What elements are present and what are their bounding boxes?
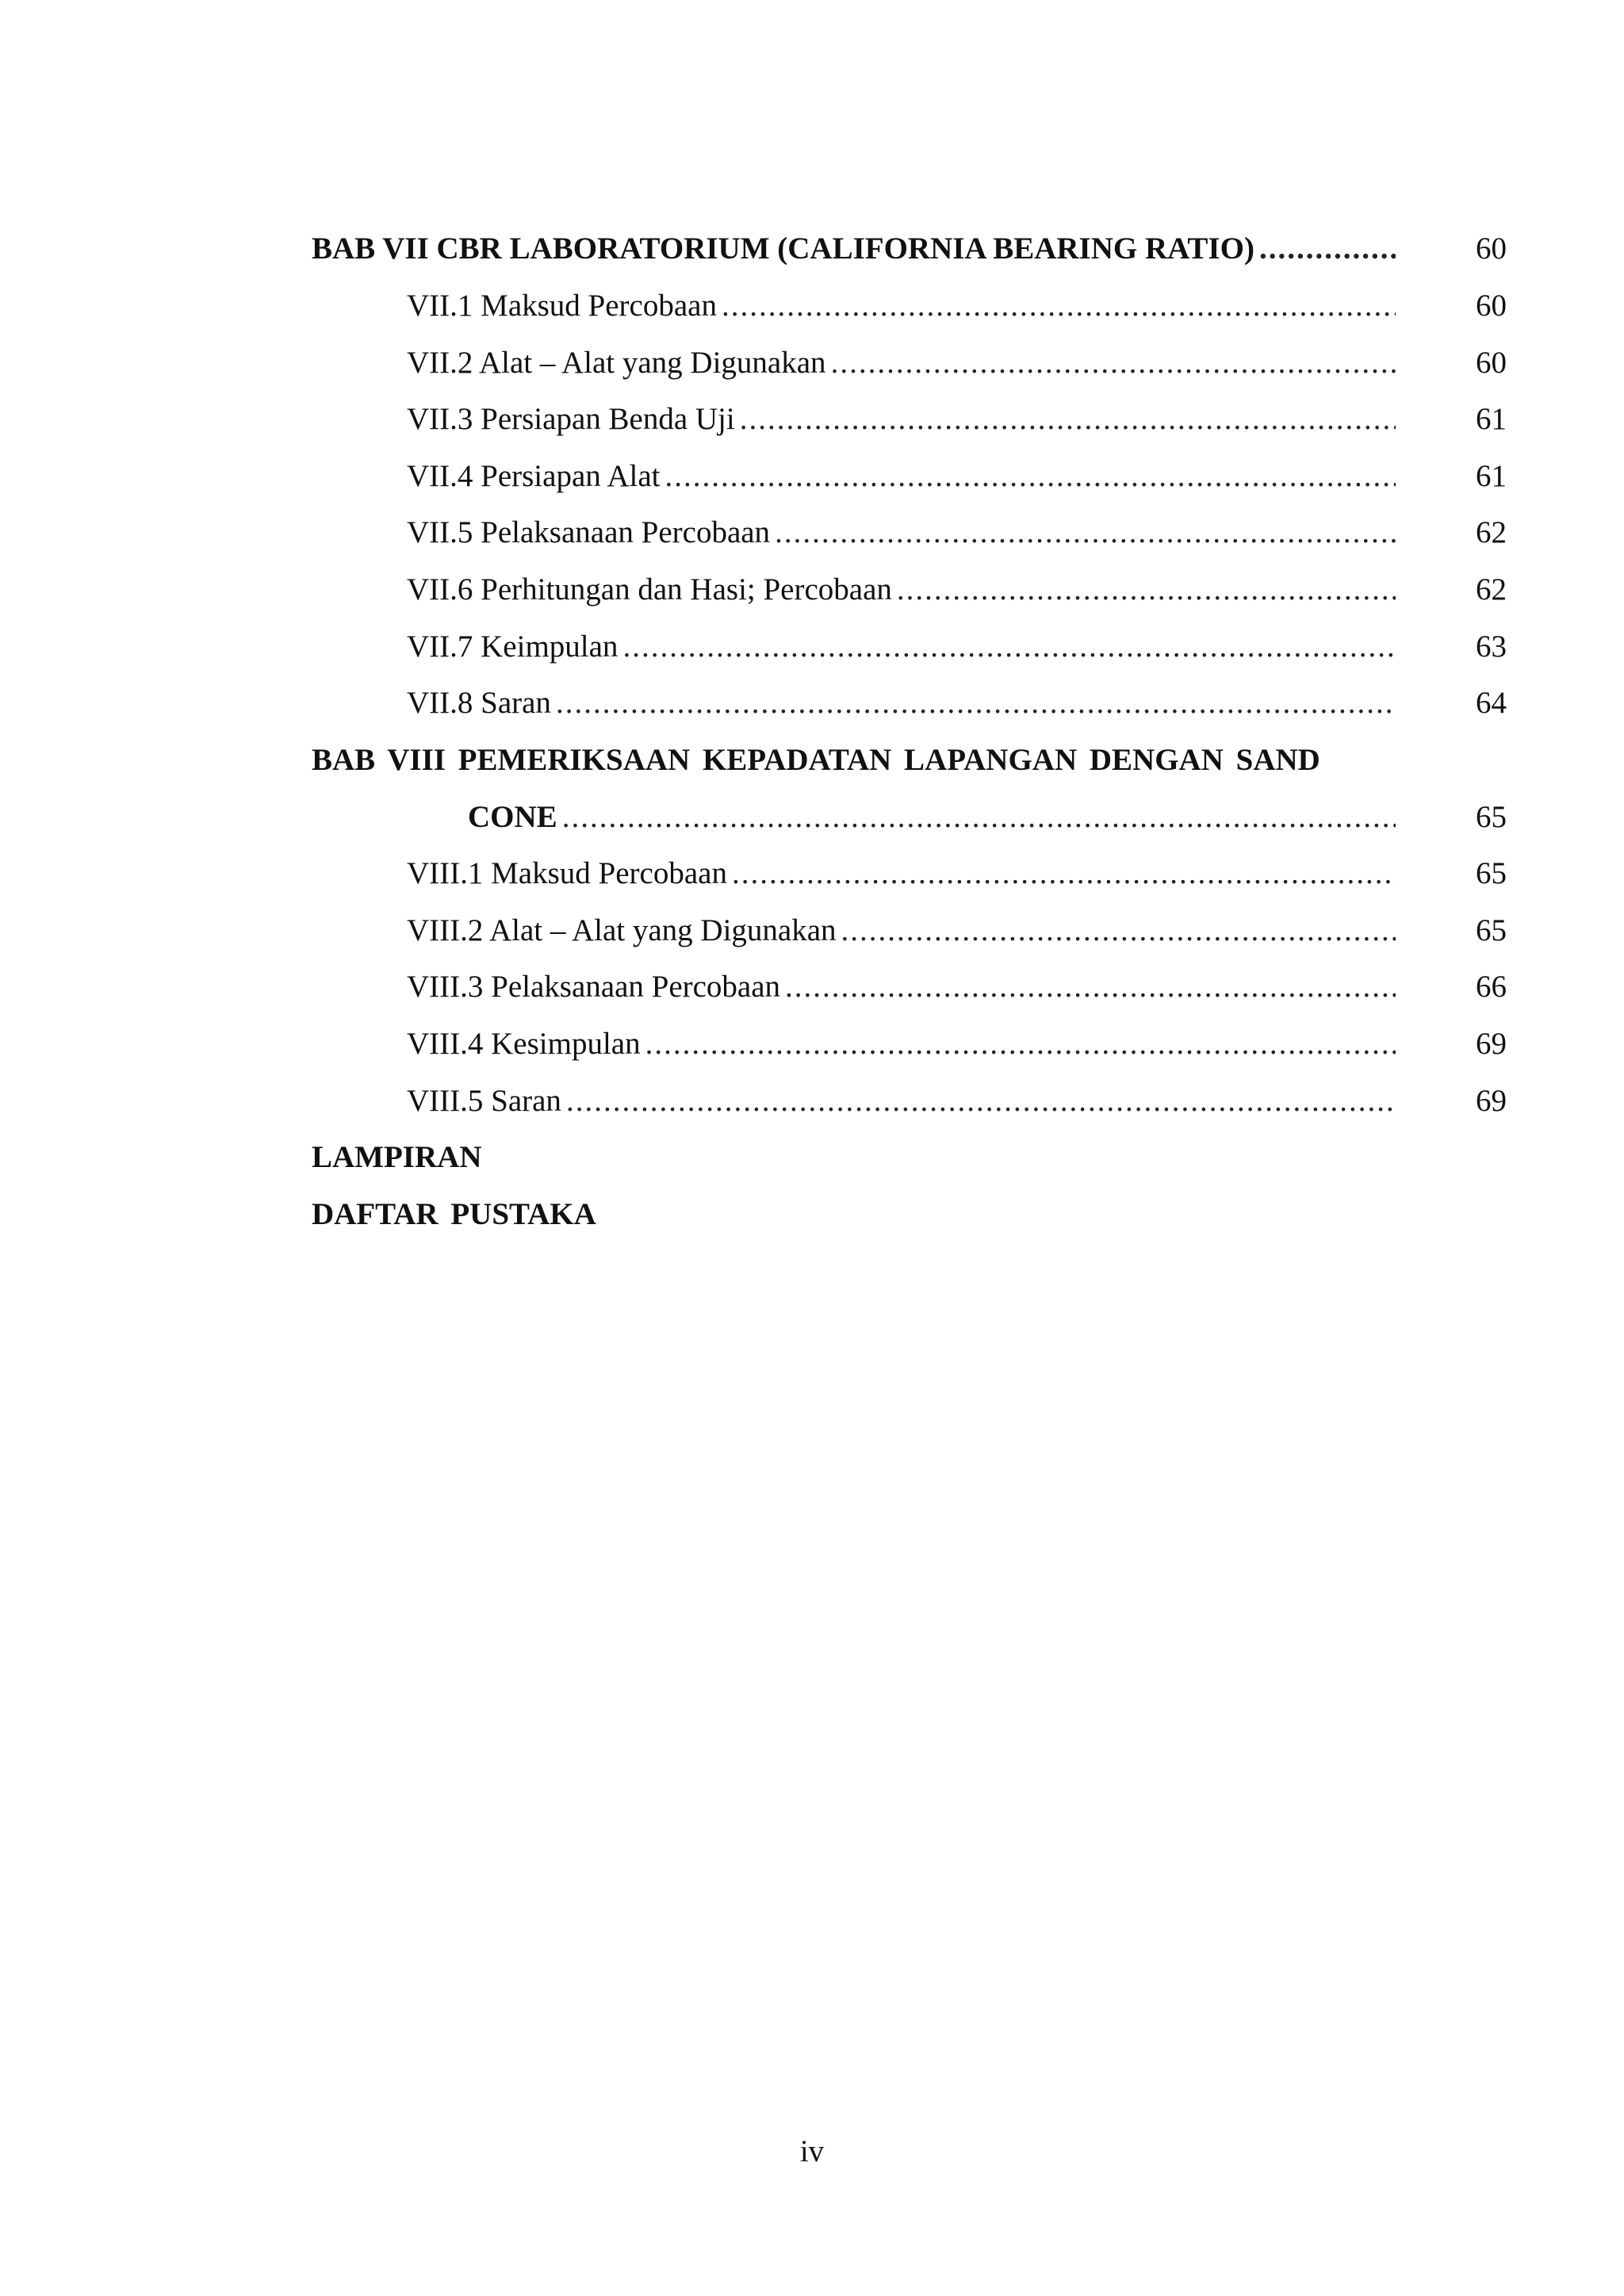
- dot-leader: [665, 457, 1396, 496]
- toc-entry-label: VIII.1 Maksud Percobaan: [407, 855, 732, 893]
- dot-leader: [1259, 230, 1396, 268]
- toc-entry-bab-vii[interactable]: [312, 230, 1396, 268]
- toc-entry-bab-viii[interactable]: BAB VIII PEMERIKSAAN KEPADATAN LAPANGAN DENGAN SAND: [312, 743, 1320, 777]
- toc-entry-viii-4[interactable]: [407, 1025, 1396, 1063]
- dot-leader: [740, 400, 1396, 438]
- toc-entry-vii-1[interactable]: [407, 287, 1396, 325]
- toc-page-number: 62: [1476, 515, 1507, 549]
- toc-page-number: 65: [1476, 856, 1507, 890]
- dot-leader: [785, 968, 1396, 1006]
- toc-entry-label: VII.4 Persiapan Alat: [407, 457, 665, 496]
- toc-entry-daftar-pustaka[interactable]: DAFTAR PUSTAKA: [312, 1197, 596, 1231]
- toc-entry-label: CONE: [468, 798, 562, 836]
- dot-leader: [722, 287, 1396, 325]
- toc-page-number: 66: [1476, 970, 1507, 1004]
- dot-leader: [562, 798, 1396, 836]
- toc-page-number: 60: [1476, 289, 1507, 323]
- toc-entry-label: VII.1 Maksud Percobaan: [407, 287, 722, 325]
- dot-leader: [732, 855, 1396, 893]
- dot-leader: [841, 912, 1396, 950]
- toc-entry-vii-8[interactable]: [407, 684, 1396, 722]
- toc-entry-vii-2[interactable]: [407, 344, 1396, 382]
- toc-entry-label: VII.7 Keimpulan: [407, 628, 622, 666]
- toc-entry-vii-5[interactable]: [407, 514, 1396, 552]
- toc-page-number: 64: [1476, 686, 1507, 720]
- toc-page-number: 61: [1476, 459, 1507, 493]
- toc-page-number: 65: [1476, 800, 1507, 834]
- toc-page-number: 69: [1476, 1027, 1507, 1061]
- toc-page-number: 60: [1476, 346, 1507, 380]
- dot-leader: [556, 684, 1396, 722]
- toc-entry-vii-6[interactable]: [407, 571, 1396, 609]
- toc-entry-bab-viii-cone[interactable]: [468, 798, 1396, 836]
- toc-entry-label: VII.6 Perhitungan dan Hasi; Percobaan: [407, 571, 897, 609]
- dot-leader: [645, 1025, 1396, 1063]
- toc-entry-viii-5[interactable]: [407, 1082, 1396, 1120]
- toc-entry-vii-3[interactable]: [407, 400, 1396, 438]
- toc-entry-vii-7[interactable]: [407, 628, 1396, 666]
- dot-leader: [775, 514, 1396, 552]
- toc-entry-viii-3[interactable]: [407, 968, 1396, 1006]
- dot-leader: [566, 1082, 1396, 1120]
- toc-page-number: 61: [1476, 402, 1507, 436]
- toc-entry-label: VII.3 Persiapan Benda Uji: [407, 400, 740, 438]
- toc-page-number: 69: [1476, 1084, 1507, 1118]
- toc-entry-label: BAB VII CBR LABORATORIUM (CALIFORNIA BEARING RATIO): [312, 230, 1259, 268]
- page-number-footer: iv: [799, 2134, 825, 2168]
- toc-entry-viii-2[interactable]: [407, 912, 1396, 950]
- toc-entry-label: VIII.5 Saran: [407, 1082, 566, 1120]
- toc-page-number: 63: [1476, 629, 1507, 664]
- dot-leader: [831, 344, 1396, 382]
- toc-entry-label: VII.2 Alat – Alat yang Digunakan: [407, 344, 831, 382]
- toc-entry-vii-4[interactable]: [407, 457, 1396, 496]
- dot-leader: [622, 628, 1396, 666]
- toc-entry-label: VII.5 Pelaksanaan Percobaan: [407, 514, 775, 552]
- toc-entry-lampiran[interactable]: LAMPIRAN: [312, 1140, 482, 1174]
- toc-entry-label: VIII.2 Alat – Alat yang Digunakan: [407, 912, 841, 950]
- toc-page-number: 60: [1476, 232, 1507, 266]
- toc-entry-label: VII.8 Saran: [407, 684, 556, 722]
- toc-entry-label: VIII.3 Pelaksanaan Percobaan: [407, 968, 785, 1006]
- dot-leader: [897, 571, 1396, 609]
- toc-page-number: 62: [1476, 572, 1507, 607]
- toc-page-number: 65: [1476, 913, 1507, 947]
- toc-entry-label: VIII.4 Kesimpulan: [407, 1025, 645, 1063]
- toc-entry-viii-1[interactable]: [407, 855, 1396, 893]
